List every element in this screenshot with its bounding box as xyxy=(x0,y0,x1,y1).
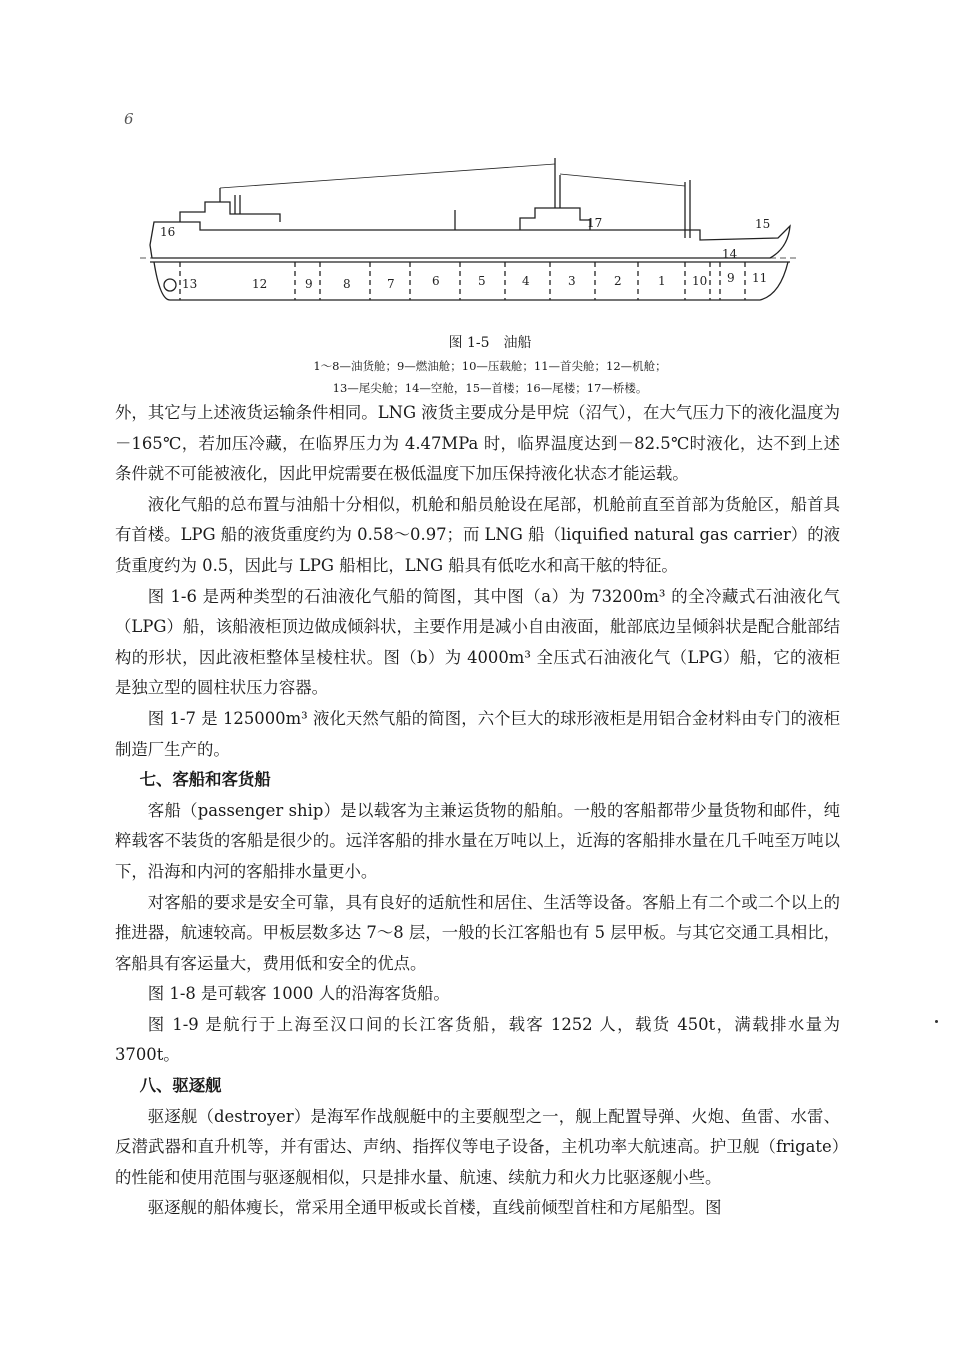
callout-7: 7 xyxy=(387,277,395,291)
page-number: 6 xyxy=(124,110,134,128)
scan-speck xyxy=(935,1020,938,1023)
figure-legend-line-2: 13—尾尖舱；14—空舱，15—首楼；16—尾楼；17—桥楼。 xyxy=(332,381,648,395)
paragraph-destroyer-definition: 驱逐舰（destroyer）是海军作战舰艇中的主要舰型之一，舰上配置导弹、火炮、鱼雷、水雷、反潜武器和直升机等，并有雷达、声纳、指挥仪等电子设备，主机功率大航速高。护卫舰（frigate）的性能和使用范围与驱逐舰相似，只是排水量、航速、续航力和火力比驱逐舰小些。 xyxy=(115,1106,840,1187)
tanker-figure xyxy=(140,150,800,330)
callout-9: 9 xyxy=(305,277,313,291)
tanker-profile-drawing xyxy=(140,150,800,330)
paragraph-destroyer-hull: 驱逐舰的船体瘦长，常采用全通甲板或长首楼，直线前倾型首柱和方尾船型。图 xyxy=(147,1198,722,1218)
bridge-superstructure xyxy=(520,208,590,230)
callout-1: 1 xyxy=(658,274,666,288)
callout-13: 13 xyxy=(182,277,198,291)
paragraph-gas-carrier-layout: 液化气船的总布置与油船十分相似，机舱和船员舱设在尾部，机舱前直至首部为货舱区，船首具有首楼。LPG 船的液货重度约为 0.58～0.97；而 LNG 船（liquified natural gas carrier）的液货重度约为 0.5，因此与 LPG 船相比，LNG 船具有低吃水和高干舷的特征。 xyxy=(115,494,840,575)
paragraph-lng-continued: 外，其它与上述液货运输条件相同。LNG 液货主要成分是甲烷（沼气），在大气压力下的液化温度为－165℃，若加压冷藏，在临界压力为 4.47MPa 时，临界温度达到－82.5℃时液化，达不到上述条件就不可能被液化，因此甲烷需要在极低温度下加压保持液化状态才能运载。 xyxy=(115,403,840,484)
aft-superstructure xyxy=(180,202,280,222)
callout-5: 5 xyxy=(478,274,486,288)
figure-legend-line-1: 1～8—油货舱；9—燃油舱；10—压载舱；11—首尖舱；12—机舱； xyxy=(313,359,667,373)
callout-3: 3 xyxy=(568,274,576,288)
body-text xyxy=(115,398,840,1224)
callout-14: 14 xyxy=(722,247,738,261)
callout-6: 6 xyxy=(432,274,440,288)
paragraph-figure-1-7: 图 1-7 是 125000m³ 液化天然气船的简图，六个巨大的球形液柜是用铝合金材料由专门的液柜制造厂生产的。 xyxy=(115,708,840,759)
callout-12: 12 xyxy=(252,277,268,291)
callout-8: 8 xyxy=(343,277,351,291)
callout-17: 17 xyxy=(587,216,603,230)
callout-16: 16 xyxy=(160,225,176,239)
callout-4: 4 xyxy=(522,274,530,288)
paragraph-passenger-ship-definition: 客船（passenger ship）是以载客为主兼运货物的船舶。一般的客船都带少量货物和邮件，纯粹载客不装货的客船是很少的。远洋客船的排水量在万吨以上，近海的客船排水量在几千吨至万吨以下，沿海和内河的客船排水量更小。 xyxy=(115,800,840,881)
callout-2: 2 xyxy=(614,274,622,288)
callout-11: 11 xyxy=(752,271,768,285)
callout-9b: 9 xyxy=(727,271,735,285)
paragraph-figure-1-6: 图 1-6 是两种类型的石油液化气船的简图，其中图（a）为 73200m³ 的全冷藏式石油液化气（LPG）船，该船液柜顶边做成倾斜状，主要作用是减小自由液面，舭部底边呈倾斜状是配合舭部结构的形状，因此液柜整体呈棱柱状。图（b）为 4000m³ 全压式石油液化气（LPG）船，它的液柜是独立型的圆柱状压力容器。 xyxy=(115,586,840,698)
paragraph-figure-1-8: 图 1-8 是可载客 1000 人的沿海客货船。 xyxy=(147,984,450,1004)
hull-outline xyxy=(150,222,790,258)
section-heading-passenger-ships: 七、客船和客货船 xyxy=(139,770,271,790)
propeller xyxy=(164,279,176,291)
paragraph-figure-1-9: 图 1-9 是航行于上海至汉口间的长江客货船，载客 1252 人，载货 450t，满载排水量为 3700t。 xyxy=(115,1014,840,1065)
paragraph-passenger-ship-requirements: 对客船的要求是安全可靠，具有良好的适航性和居住、生活等设备。客船上有二个或二个以上的推进器，航速较高。甲板层数多达 7～8 层，一般的长江客船也有 5 层甲板。与其它交通工具相比，客船具有客运量大，费用低和安全的优点。 xyxy=(115,892,840,973)
figure-title: 图 1-5 油船 xyxy=(448,335,532,351)
callout-10: 10 xyxy=(692,274,708,288)
section-heading-destroyers: 八、驱逐舰 xyxy=(139,1076,222,1096)
callout-15: 15 xyxy=(755,217,771,231)
